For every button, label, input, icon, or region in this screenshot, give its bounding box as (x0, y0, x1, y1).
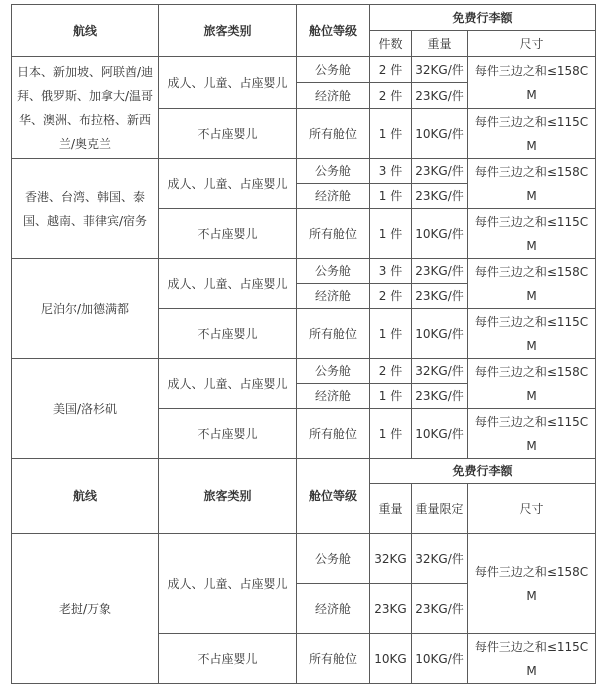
cabin-cell: 所有舱位 (297, 209, 370, 259)
pieces-cell: 1 件 (370, 109, 412, 159)
cabin-cell: 经济舱 (297, 184, 370, 209)
table-row (12, 534, 596, 559)
passenger-type-cell: 不占座婴儿 (159, 634, 297, 684)
size-cell: 每件三边之和≤115CM (468, 209, 596, 259)
cabin-class-header: 舱位等级 (297, 5, 370, 57)
route-cell: 美国/洛杉矶 (12, 359, 159, 459)
size-cell: 每件三边之和≤115CM (468, 634, 596, 684)
weight-limit-header: 重量限定 (412, 484, 468, 534)
cabin-cell: 经济舱 (297, 584, 370, 634)
weight-cell: 32KG/件 (412, 359, 468, 384)
weight-limit-cell: 10KG/件 (412, 634, 468, 684)
weight-cell: 23KG/件 (412, 184, 468, 209)
pieces-cell: 1 件 (370, 184, 412, 209)
weight-cell: 10KG/件 (412, 109, 468, 159)
pieces-cell: 2 件 (370, 57, 412, 83)
size-header: 尺寸 (468, 484, 596, 534)
passenger-type-header: 旅客类别 (159, 459, 297, 534)
table-row (12, 57, 596, 83)
passenger-type-cell: 成人、儿童、占座婴儿 (159, 159, 297, 209)
cabin-cell: 公务舱 (297, 159, 370, 184)
weight-cell: 10KG (370, 634, 412, 684)
cabin-cell: 所有舱位 (297, 409, 370, 459)
free-baggage-header: 免费行李额 (370, 5, 596, 31)
size-cell: 每件三边之和≤158CM (468, 259, 596, 309)
cabin-cell: 所有舱位 (297, 109, 370, 159)
weight-cell: 23KG/件 (412, 384, 468, 409)
size-cell: 每件三边之和≤158CM (468, 359, 596, 409)
cabin-cell: 公务舱 (297, 359, 370, 384)
size-cell: 每件三边之和≤158CM (468, 159, 596, 209)
size-cell: 每件三边之和≤158CM (468, 57, 596, 109)
passenger-type-cell: 不占座婴儿 (159, 109, 297, 159)
pieces-cell: 3 件 (370, 259, 412, 284)
table-row (12, 359, 596, 384)
weight-cell: 23KG/件 (412, 159, 468, 184)
size-header: 尺寸 (468, 31, 596, 57)
weight-cell: 23KG/件 (412, 284, 468, 309)
pieces-cell: 3 件 (370, 159, 412, 184)
cabin-cell: 经济舱 (297, 83, 370, 109)
cabin-cell: 公务舱 (297, 259, 370, 284)
weight-cell: 23KG/件 (412, 259, 468, 284)
route-header: 航线 (12, 5, 159, 57)
weight-limit-cell: 23KG/件 (412, 584, 468, 634)
pieces-header: 件数 (370, 31, 412, 57)
weight-cell: 32KG (370, 534, 412, 584)
passenger-type-cell: 成人、儿童、占座婴儿 (159, 534, 297, 634)
size-cell: 每件三边之和≤115CM (468, 109, 596, 159)
weight-cell: 10KG/件 (412, 209, 468, 259)
route-cell: 尼泊尔/加德满都 (12, 259, 159, 359)
table-row (12, 259, 596, 284)
header-row (12, 5, 596, 31)
weight-header: 重量 (412, 31, 468, 57)
route-cell: 香港、台湾、韩国、泰国、越南、菲律宾/宿务 (12, 159, 159, 259)
passenger-type-header: 旅客类别 (159, 5, 297, 57)
route-cell: 老挝/万象 (12, 534, 159, 684)
cabin-cell: 经济舱 (297, 284, 370, 309)
cabin-cell: 所有舱位 (297, 309, 370, 359)
weight-cell: 10KG/件 (412, 409, 468, 459)
pieces-cell: 1 件 (370, 409, 412, 459)
passenger-type-cell: 成人、儿童、占座婴儿 (159, 57, 297, 109)
pieces-cell: 2 件 (370, 284, 412, 309)
weight-cell: 23KG/件 (412, 83, 468, 109)
pieces-cell: 2 件 (370, 359, 412, 384)
pieces-cell: 1 件 (370, 209, 412, 259)
cabin-cell: 经济舱 (297, 384, 370, 409)
free-baggage-header: 免费行李额 (370, 459, 596, 484)
route-cell: 日本、新加坡、阿联酋/迪拜、俄罗斯、加拿大/温哥华、澳洲、布拉格、新西兰/奥克兰 (12, 57, 159, 159)
weight-cell: 23KG (370, 584, 412, 634)
cabin-class-header: 舱位等级 (297, 459, 370, 534)
passenger-type-cell: 成人、儿童、占座婴儿 (159, 259, 297, 309)
header-row (12, 459, 596, 484)
weight-cell: 32KG/件 (412, 57, 468, 83)
cabin-cell: 公务舱 (297, 534, 370, 584)
route-header: 航线 (12, 459, 159, 534)
size-cell: 每件三边之和≤115CM (468, 309, 596, 359)
table-row (12, 159, 596, 184)
passenger-type-cell: 成人、儿童、占座婴儿 (159, 359, 297, 409)
passenger-type-cell: 不占座婴儿 (159, 409, 297, 459)
passenger-type-cell: 不占座婴儿 (159, 209, 297, 259)
pieces-cell: 1 件 (370, 384, 412, 409)
size-cell: 每件三边之和≤158CM (468, 534, 596, 634)
cabin-cell: 所有舱位 (297, 634, 370, 684)
pieces-cell: 1 件 (370, 309, 412, 359)
weight-header: 重量 (370, 484, 412, 534)
weight-limit-cell: 32KG/件 (412, 534, 468, 584)
baggage-allowance-table (11, 4, 596, 684)
cabin-cell: 公务舱 (297, 57, 370, 83)
weight-cell: 10KG/件 (412, 309, 468, 359)
passenger-type-cell: 不占座婴儿 (159, 309, 297, 359)
size-cell: 每件三边之和≤115CM (468, 409, 596, 459)
pieces-cell: 2 件 (370, 83, 412, 109)
